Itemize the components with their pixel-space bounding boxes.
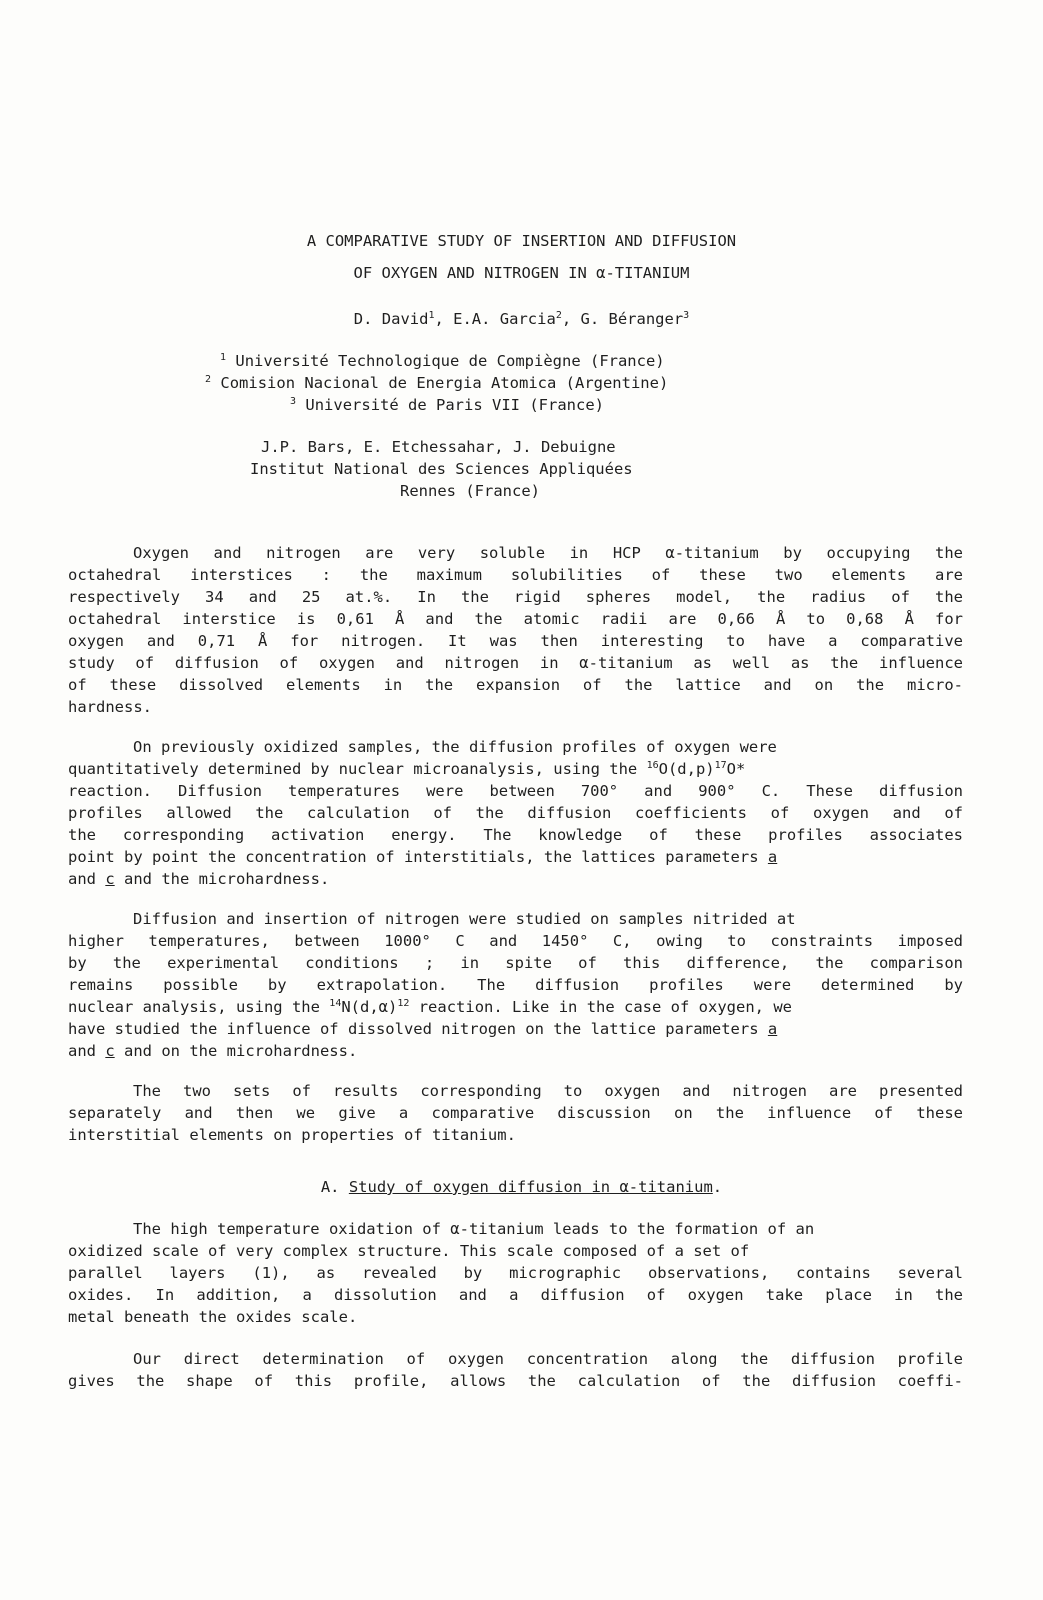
para3-line: and c and on the microhardness. — [68, 1042, 358, 1060]
affiliation-1: $^1$ Université Technologique de Compiègne (France) — [220, 352, 665, 370]
para5-line: metal beneath the oxides scale. — [68, 1308, 358, 1326]
para3-line: higher temperatures, between 1000° C and 1450° C, owing to constraints imposed — [68, 932, 963, 950]
para1-line: octahedral interstice is 0,61 Å and the atomic radii are 0,66 Å to 0,68 Å for — [68, 610, 963, 628]
para1-line: octahedral interstices : the maximum solubilities of these two elements are — [68, 566, 963, 584]
para2-line: reaction. Diffusion temperatures were between 700° and 900° C. These diffusion — [68, 782, 963, 800]
para5-line: oxides. In addition, a dissolution and a diffusion of oxygen take place in the — [68, 1286, 963, 1304]
affiliation-3: $^3$ Université de Paris VII (France) — [290, 396, 604, 414]
para2-line: profiles allowed the calculation of the diffusion coefficients of oxygen and of — [68, 804, 963, 822]
authors-line: D. David$^1$, E.A. Garcia$^2$, G. Béranger$^3$ — [353, 310, 690, 328]
title-line-2: OF OXYGEN AND NITROGEN IN α-TITANIUM — [353, 264, 690, 282]
para3-line: Diffusion and insertion of nitrogen were studied on samples nitrided at — [133, 910, 796, 928]
para1-line: of these dissolved elements in the expansion of the lattice and on the micro- — [68, 676, 963, 694]
para6-line: gives the shape of this profile, allows the calculation of the diffusion coeffi- — [68, 1372, 963, 1390]
para5-line: parallel layers (1), as revealed by micrographic observations, contains several — [68, 1264, 963, 1282]
coauthors-names: J.P. Bars, E. Etchessahar, J. Debuigne — [261, 438, 616, 456]
title-line-1: A COMPARATIVE STUDY OF INSERTION AND DIFFUSION — [306, 232, 737, 250]
para1-line: respectively 34 and 25 at.%. In the rigid spheres model, the radius of the — [68, 588, 963, 606]
para1-line: study of diffusion of oxygen and nitrogen in α-titanium as well as the influence — [68, 654, 963, 672]
coauthors-city: Rennes (France) — [400, 482, 540, 500]
section-heading: A. Study of oxygen diffusion in α-titanium. — [320, 1178, 723, 1196]
para2-line: quantitatively determined by nuclear microanalysis, using the $^{16}O(d,p)^{17}O*$ — [68, 760, 746, 778]
para4-line: The two sets of results corresponding to oxygen and nitrogen are presented — [133, 1082, 963, 1100]
para5-line: oxidized scale of very complex structure. This scale composed of a set of — [68, 1242, 750, 1260]
para3-line: remains possible by extrapolation. The diffusion profiles were determined by — [68, 976, 963, 994]
para3-line: nuclear analysis, using the $^{14}N(d,\alpha)^{12}$ reaction. Like in the case of oxygen, we — [68, 998, 792, 1016]
para1-line: Oxygen and nitrogen are very soluble in HCP α-titanium by occupying the — [133, 544, 963, 562]
para3-line: have studied the influence of dissolved nitrogen on the lattice parameters a — [68, 1020, 778, 1038]
coauthors-institute: Institut National des Sciences Appliquées — [250, 460, 633, 478]
affiliation-2: $^2$ Comision Nacional de Energia Atomica (Argentine) — [205, 374, 669, 392]
para4-line: interstitial elements on properties of titanium. — [68, 1126, 516, 1144]
para1-line: hardness. — [68, 698, 152, 716]
para5-line: The high temperature oxidation of α-titanium leads to the formation of an — [133, 1220, 815, 1238]
para4-line: separately and then we give a comparative discussion on the influence of these — [68, 1104, 963, 1122]
para6-line: Our direct determination of oxygen concentration along the diffusion profile — [133, 1350, 963, 1368]
para2-line: On previously oxidized samples, the diffusion profiles of oxygen were — [133, 738, 777, 756]
para3-line: by the experimental conditions ; in spite of this difference, the comparison — [68, 954, 963, 972]
para1-line: oxygen and 0,71 Å for nitrogen. It was then interesting to have a comparative — [68, 632, 963, 650]
para2-line: point by point the concentration of interstitials, the lattices parameters a — [68, 848, 778, 866]
para2-line: the corresponding activation energy. The knowledge of these profiles associates — [68, 826, 963, 844]
para2-line: and c and the microhardness. — [68, 870, 330, 888]
